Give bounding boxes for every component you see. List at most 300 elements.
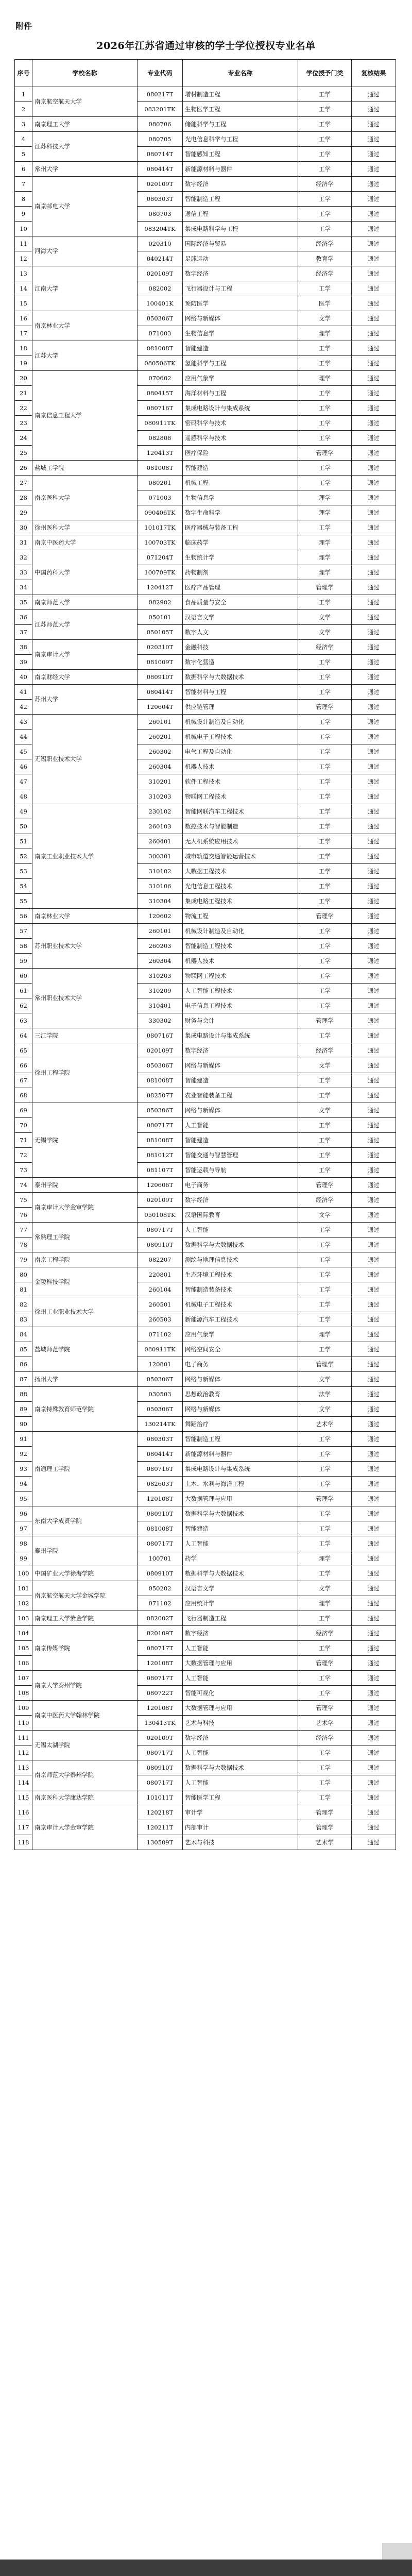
cell-school: 南京理工大学紫金学院 xyxy=(32,1611,138,1626)
cell-no: 44 xyxy=(15,730,32,744)
cell-result: 通过 xyxy=(352,1611,396,1626)
cell-code: 260104 xyxy=(138,1282,183,1297)
cell-category: 文学 xyxy=(298,625,352,640)
cell-category: 文学 xyxy=(298,1581,352,1596)
cell-major: 数据科学与大数据技术 xyxy=(183,1238,298,1252)
cell-result: 通过 xyxy=(352,909,396,924)
cell-category: 理学 xyxy=(298,1551,352,1566)
cell-major: 机械设计制造及自动化 xyxy=(183,715,298,730)
cell-no: 89 xyxy=(15,1402,32,1417)
cell-category: 管理学 xyxy=(298,1820,352,1835)
cell-code: 310203 xyxy=(138,969,183,984)
cell-result: 通过 xyxy=(352,326,396,341)
cell-major: 遥感科学与技术 xyxy=(183,431,298,446)
cell-code: 120602 xyxy=(138,909,183,924)
cell-result: 通过 xyxy=(352,1282,396,1297)
cell-code: 310203 xyxy=(138,789,183,804)
cell-major: 网络与新媒体 xyxy=(183,1402,298,1417)
cell-category: 文学 xyxy=(298,1208,352,1223)
cell-category: 工学 xyxy=(298,595,352,610)
cell-category: 工学 xyxy=(298,1641,352,1656)
cell-major: 数据科学与大数据技术 xyxy=(183,1760,298,1775)
cell-major: 应用统计学 xyxy=(183,1596,298,1611)
table-row xyxy=(15,1223,396,1238)
cell-no: 26 xyxy=(15,461,32,476)
cell-major: 生物统计学 xyxy=(183,550,298,565)
cell-no: 1 xyxy=(15,87,32,102)
cell-category: 工学 xyxy=(298,1312,352,1327)
cell-result: 通过 xyxy=(352,1641,396,1656)
table-row xyxy=(15,1372,396,1387)
cell-no: 79 xyxy=(15,1252,32,1267)
table-row xyxy=(15,1611,396,1626)
cell-result: 通过 xyxy=(352,1013,396,1028)
cell-major: 数字经济 xyxy=(183,177,298,192)
cell-category: 工学 xyxy=(298,864,352,879)
cell-code: 120412T xyxy=(138,580,183,595)
cell-code: 130509T xyxy=(138,1835,183,1850)
cell-code: 120413T xyxy=(138,446,183,461)
cell-code: 310102 xyxy=(138,864,183,879)
cell-major: 人工智能 xyxy=(183,1745,298,1760)
cell-no: 61 xyxy=(15,984,32,998)
cell-result: 通过 xyxy=(352,1716,396,1731)
cell-school: 扬州大学 xyxy=(32,1372,138,1387)
cell-category: 工学 xyxy=(298,715,352,730)
cell-school: 南京大学泰州学院 xyxy=(32,1671,138,1701)
cell-result: 通过 xyxy=(352,1088,396,1103)
cell-result: 通过 xyxy=(352,1790,396,1805)
cell-category: 理学 xyxy=(298,550,352,565)
cell-code: 260103 xyxy=(138,819,183,834)
cell-no: 12 xyxy=(15,251,32,266)
cell-major: 医疗产品管理 xyxy=(183,580,298,595)
cell-school: 南京特殊教育师范学院 xyxy=(32,1387,138,1432)
cell-category: 工学 xyxy=(298,969,352,984)
cell-category: 工学 xyxy=(298,1462,352,1477)
table-row xyxy=(15,1731,396,1745)
table-row xyxy=(15,1432,396,1447)
cell-category: 工学 xyxy=(298,789,352,804)
cell-result: 通过 xyxy=(352,939,396,954)
cell-no: 50 xyxy=(15,819,32,834)
cell-no: 91 xyxy=(15,1432,32,1447)
cell-code: 260501 xyxy=(138,1297,183,1312)
cell-major: 网络空间安全 xyxy=(183,1342,298,1357)
cell-school: 南京林业大学 xyxy=(32,311,138,341)
table-row xyxy=(15,670,396,685)
cell-result: 通过 xyxy=(352,1238,396,1252)
cell-no: 100 xyxy=(15,1566,32,1581)
cell-category: 工学 xyxy=(298,87,352,102)
cell-result: 通过 xyxy=(352,1163,396,1178)
cell-code: 260304 xyxy=(138,954,183,969)
cell-result: 通过 xyxy=(352,266,396,281)
cell-category: 经济学 xyxy=(298,1043,352,1058)
cell-no: 53 xyxy=(15,864,32,879)
cell-category: 理学 xyxy=(298,371,352,386)
cell-result: 通过 xyxy=(352,1432,396,1447)
cell-category: 工学 xyxy=(298,1745,352,1760)
cell-result: 通过 xyxy=(352,1058,396,1073)
cell-code: 083201TK xyxy=(138,102,183,117)
cell-result: 通过 xyxy=(352,461,396,476)
table-row xyxy=(15,1028,396,1043)
cell-major: 数字生命科学 xyxy=(183,505,298,520)
cell-code: 080717T xyxy=(138,1775,183,1790)
cell-code: 080717T xyxy=(138,1641,183,1656)
cell-school: 南京财经大学 xyxy=(32,670,138,685)
cell-category: 工学 xyxy=(298,1073,352,1088)
cell-code: 020109T xyxy=(138,177,183,192)
cell-result: 通过 xyxy=(352,1073,396,1088)
cell-code: 260302 xyxy=(138,744,183,759)
cell-category: 经济学 xyxy=(298,177,352,192)
cell-result: 通过 xyxy=(352,341,396,356)
cell-no: 117 xyxy=(15,1820,32,1835)
cell-no: 35 xyxy=(15,595,32,610)
cell-major: 数字化营造 xyxy=(183,655,298,670)
cell-category: 工学 xyxy=(298,685,352,700)
cell-school: 南京审计大学金审学院 xyxy=(32,1805,138,1850)
cell-no: 36 xyxy=(15,610,32,625)
cell-school: 南京信息工程大学 xyxy=(32,371,138,461)
cell-category: 理学 xyxy=(298,490,352,505)
cell-category: 工学 xyxy=(298,774,352,789)
cell-result: 通过 xyxy=(352,984,396,998)
cell-school: 徐州工业职业技术大学 xyxy=(32,1297,138,1327)
cell-major: 网络与新媒体 xyxy=(183,1372,298,1387)
cell-code: 081009T xyxy=(138,655,183,670)
table-row xyxy=(15,1327,396,1342)
cell-result: 通过 xyxy=(352,87,396,102)
cell-major: 足球运动 xyxy=(183,251,298,266)
cell-no: 114 xyxy=(15,1775,32,1790)
cell-code: 050306T xyxy=(138,311,183,326)
table-row xyxy=(15,1178,396,1193)
cell-major: 食品质量与安全 xyxy=(183,595,298,610)
cell-result: 通过 xyxy=(352,610,396,625)
cell-category: 管理学 xyxy=(298,909,352,924)
header-code: 专业代码 xyxy=(138,60,183,87)
cell-category: 工学 xyxy=(298,924,352,939)
table-row xyxy=(15,1193,396,1208)
cell-result: 通过 xyxy=(352,1118,396,1133)
cell-major: 智能制造工程 xyxy=(183,1432,298,1447)
cell-code: 082002T xyxy=(138,1611,183,1626)
cell-no: 42 xyxy=(15,700,32,715)
cell-category: 工学 xyxy=(298,401,352,416)
cell-result: 通过 xyxy=(352,1775,396,1790)
cell-major: 数字经济 xyxy=(183,1043,298,1058)
cell-major: 集成电路设计与集成系统 xyxy=(183,401,298,416)
cell-major: 智能可视化 xyxy=(183,1686,298,1701)
cell-major: 物联网工程技术 xyxy=(183,969,298,984)
cell-major: 测绘与地理信息技术 xyxy=(183,1252,298,1267)
cell-result: 通过 xyxy=(352,1357,396,1372)
cell-code: 050101 xyxy=(138,610,183,625)
cell-result: 通过 xyxy=(352,132,396,147)
cell-result: 通过 xyxy=(352,1835,396,1850)
cell-major: 舞蹈治疗 xyxy=(183,1417,298,1432)
cell-major: 大数据管理与应用 xyxy=(183,1701,298,1716)
cell-school: 南京师范大学泰州学院 xyxy=(32,1760,138,1790)
table-row xyxy=(15,1805,396,1820)
cell-major: 生物信息学 xyxy=(183,326,298,341)
cell-school: 东南大学成贤学院 xyxy=(32,1506,138,1536)
cell-no: 10 xyxy=(15,222,32,236)
cell-category: 工学 xyxy=(298,416,352,431)
cell-code: 080910T xyxy=(138,1238,183,1252)
cell-category: 经济学 xyxy=(298,266,352,281)
cell-no: 76 xyxy=(15,1208,32,1223)
cell-result: 通过 xyxy=(352,192,396,207)
cell-result: 通过 xyxy=(352,431,396,446)
cell-major: 思想政治教育 xyxy=(183,1387,298,1402)
cell-no: 69 xyxy=(15,1103,32,1118)
cell-result: 通过 xyxy=(352,625,396,640)
cell-no: 92 xyxy=(15,1447,32,1462)
cell-school: 盐城工学院 xyxy=(32,461,138,476)
cell-result: 通过 xyxy=(352,759,396,774)
cell-code: 081012T xyxy=(138,1148,183,1163)
cell-code: 120211T xyxy=(138,1820,183,1835)
cell-major: 金融科技 xyxy=(183,640,298,655)
cell-result: 通过 xyxy=(352,774,396,789)
cell-school: 无锡太湖学院 xyxy=(32,1731,138,1760)
cell-result: 通过 xyxy=(352,1477,396,1492)
cell-code: 080717T xyxy=(138,1745,183,1760)
document-title: 2026年江苏省通过审核的学士学位授权专业名单 xyxy=(96,40,316,52)
table-row xyxy=(15,341,396,356)
cell-category: 工学 xyxy=(298,1088,352,1103)
cell-major: 光电信息科学与工程 xyxy=(183,132,298,147)
cell-result: 通过 xyxy=(352,1656,396,1671)
cell-major: 人工智能 xyxy=(183,1118,298,1133)
cell-no: 102 xyxy=(15,1596,32,1611)
cell-major: 大数据管理与应用 xyxy=(183,1492,298,1506)
cell-category: 工学 xyxy=(298,461,352,476)
cell-school: 南京理工大学 xyxy=(32,117,138,132)
cell-no: 34 xyxy=(15,580,32,595)
cell-category: 理学 xyxy=(298,1596,352,1611)
cell-result: 通过 xyxy=(352,1103,396,1118)
cell-result: 通过 xyxy=(352,580,396,595)
attachment-label: 附件 xyxy=(15,21,32,31)
cell-category: 管理学 xyxy=(298,1656,352,1671)
cell-major: 临床药学 xyxy=(183,535,298,550)
cell-major: 氢能科学与工程 xyxy=(183,356,298,371)
cell-category: 工学 xyxy=(298,744,352,759)
cell-code: 020310 xyxy=(138,236,183,251)
cell-major: 应用气象学 xyxy=(183,1327,298,1342)
cell-code: 081008T xyxy=(138,461,183,476)
cell-result: 通过 xyxy=(352,744,396,759)
cell-code: 260101 xyxy=(138,924,183,939)
cell-major: 药学 xyxy=(183,1551,298,1566)
cell-major: 国际经济与贸易 xyxy=(183,236,298,251)
cell-major: 机器人技术 xyxy=(183,954,298,969)
cell-code: 130214TK xyxy=(138,1417,183,1432)
cell-result: 通过 xyxy=(352,102,396,117)
cell-no: 115 xyxy=(15,1790,32,1805)
cell-category: 工学 xyxy=(298,341,352,356)
cell-category: 工学 xyxy=(298,222,352,236)
table-row xyxy=(15,1267,396,1282)
cell-result: 通过 xyxy=(352,356,396,371)
cell-code: 080506TK xyxy=(138,356,183,371)
cell-no: 116 xyxy=(15,1805,32,1820)
cell-result: 通过 xyxy=(352,894,396,909)
cell-result: 通过 xyxy=(352,1372,396,1387)
cell-result: 通过 xyxy=(352,296,396,311)
cell-category: 工学 xyxy=(298,1267,352,1282)
cell-school: 常熟理工学院 xyxy=(32,1223,138,1252)
cell-code: 120606T xyxy=(138,1178,183,1193)
cell-major: 智能感知工程 xyxy=(183,147,298,162)
table-row xyxy=(15,311,396,326)
cell-major: 新能源材料与器件 xyxy=(183,1447,298,1462)
cell-category: 工学 xyxy=(298,1506,352,1521)
cell-result: 通过 xyxy=(352,998,396,1013)
table-row xyxy=(15,461,396,476)
cell-school: 南京邮电大学 xyxy=(32,177,138,236)
cell-category: 经济学 xyxy=(298,1193,352,1208)
cell-code: 100703TK xyxy=(138,535,183,550)
cell-no: 22 xyxy=(15,401,32,416)
cell-code: 310201 xyxy=(138,774,183,789)
cell-major: 人工智能 xyxy=(183,1536,298,1551)
cell-code: 071102 xyxy=(138,1596,183,1611)
cell-code: 020109T xyxy=(138,1626,183,1641)
cell-result: 通过 xyxy=(352,1447,396,1462)
cell-code: 120801 xyxy=(138,1357,183,1372)
cell-code: 090406TK xyxy=(138,505,183,520)
cell-no: 83 xyxy=(15,1312,32,1327)
cell-major: 数字经济 xyxy=(183,1626,298,1641)
cell-code: 120108T xyxy=(138,1492,183,1506)
cell-category: 工学 xyxy=(298,939,352,954)
table-row xyxy=(15,804,396,819)
cell-code: 080414T xyxy=(138,1447,183,1462)
cell-major: 智能材料与工程 xyxy=(183,685,298,700)
cell-major: 新能源材料与器件 xyxy=(183,162,298,177)
cell-result: 通过 xyxy=(352,416,396,431)
cell-category: 经济学 xyxy=(298,640,352,655)
cell-category: 工学 xyxy=(298,132,352,147)
cell-no: 25 xyxy=(15,446,32,461)
cell-result: 通过 xyxy=(352,789,396,804)
cell-code: 080716T xyxy=(138,401,183,416)
cell-category: 管理学 xyxy=(298,1492,352,1506)
cell-no: 101 xyxy=(15,1581,32,1596)
cell-major: 通信工程 xyxy=(183,207,298,222)
cell-major: 数据科学与大数据技术 xyxy=(183,1506,298,1521)
cell-school: 江南大学 xyxy=(32,266,138,311)
cell-major: 机械电子工程技术 xyxy=(183,730,298,744)
table-row xyxy=(15,1701,396,1716)
cell-no: 49 xyxy=(15,804,32,819)
cell-result: 通过 xyxy=(352,1223,396,1238)
cell-category: 工学 xyxy=(298,1566,352,1581)
cell-major: 预防医学 xyxy=(183,296,298,311)
cell-no: 84 xyxy=(15,1327,32,1342)
cell-category: 工学 xyxy=(298,1432,352,1447)
cell-school: 无锡学院 xyxy=(32,1103,138,1178)
cell-no: 19 xyxy=(15,356,32,371)
cell-major: 智能建造 xyxy=(183,461,298,476)
cell-no: 20 xyxy=(15,371,32,386)
cell-school: 徐州工程学院 xyxy=(32,1043,138,1103)
table-row xyxy=(15,1387,396,1402)
cell-result: 通过 xyxy=(352,1178,396,1193)
cell-code: 071102 xyxy=(138,1327,183,1342)
cell-no: 95 xyxy=(15,1492,32,1506)
cell-result: 通过 xyxy=(352,804,396,819)
cell-code: 101017TK xyxy=(138,520,183,535)
cell-major: 电子信息工程技术 xyxy=(183,998,298,1013)
cell-major: 人工智能 xyxy=(183,1223,298,1238)
cell-result: 通过 xyxy=(352,1581,396,1596)
cell-no: 67 xyxy=(15,1073,32,1088)
cell-category: 工学 xyxy=(298,819,352,834)
table-row xyxy=(15,909,396,924)
cell-result: 通过 xyxy=(352,1252,396,1267)
cell-no: 13 xyxy=(15,266,32,281)
cell-category: 经济学 xyxy=(298,1626,352,1641)
cell-school: 南京航空航天大学金城学院 xyxy=(32,1581,138,1611)
cell-category: 文学 xyxy=(298,1402,352,1417)
cell-result: 通过 xyxy=(352,1297,396,1312)
cell-result: 通过 xyxy=(352,1342,396,1357)
cell-category: 工学 xyxy=(298,117,352,132)
cell-code: 082603T xyxy=(138,1477,183,1492)
cell-no: 21 xyxy=(15,386,32,401)
cell-no: 85 xyxy=(15,1342,32,1357)
cell-code: 050306T xyxy=(138,1058,183,1073)
cell-no: 66 xyxy=(15,1058,32,1073)
table-row xyxy=(15,1671,396,1686)
cell-major: 增材制造工程 xyxy=(183,87,298,102)
cell-category: 工学 xyxy=(298,759,352,774)
cell-code: 260101 xyxy=(138,715,183,730)
cell-major: 汉语言文学 xyxy=(183,610,298,625)
cell-result: 通过 xyxy=(352,1805,396,1820)
cell-major: 机器人技术 xyxy=(183,759,298,774)
cell-code: 300301 xyxy=(138,849,183,864)
cell-code: 080217T xyxy=(138,87,183,102)
cell-category: 工学 xyxy=(298,356,352,371)
cell-major: 集成电路工程技术 xyxy=(183,894,298,909)
cell-category: 工学 xyxy=(298,849,352,864)
cell-no: 63 xyxy=(15,1013,32,1028)
cell-category: 工学 xyxy=(298,147,352,162)
cell-major: 人工智能 xyxy=(183,1775,298,1790)
cell-result: 通过 xyxy=(352,715,396,730)
cell-major: 财务与会计 xyxy=(183,1013,298,1028)
cell-no: 96 xyxy=(15,1506,32,1521)
cell-result: 通过 xyxy=(352,550,396,565)
cell-result: 通过 xyxy=(352,520,396,535)
cell-category: 管理学 xyxy=(298,1805,352,1820)
cell-category: 管理学 xyxy=(298,700,352,715)
cell-no: 27 xyxy=(15,476,32,490)
cell-code: 050306T xyxy=(138,1402,183,1417)
table-row xyxy=(15,1297,396,1312)
cell-code: 080717T xyxy=(138,1536,183,1551)
cell-category: 工学 xyxy=(298,1118,352,1133)
cell-no: 55 xyxy=(15,894,32,909)
